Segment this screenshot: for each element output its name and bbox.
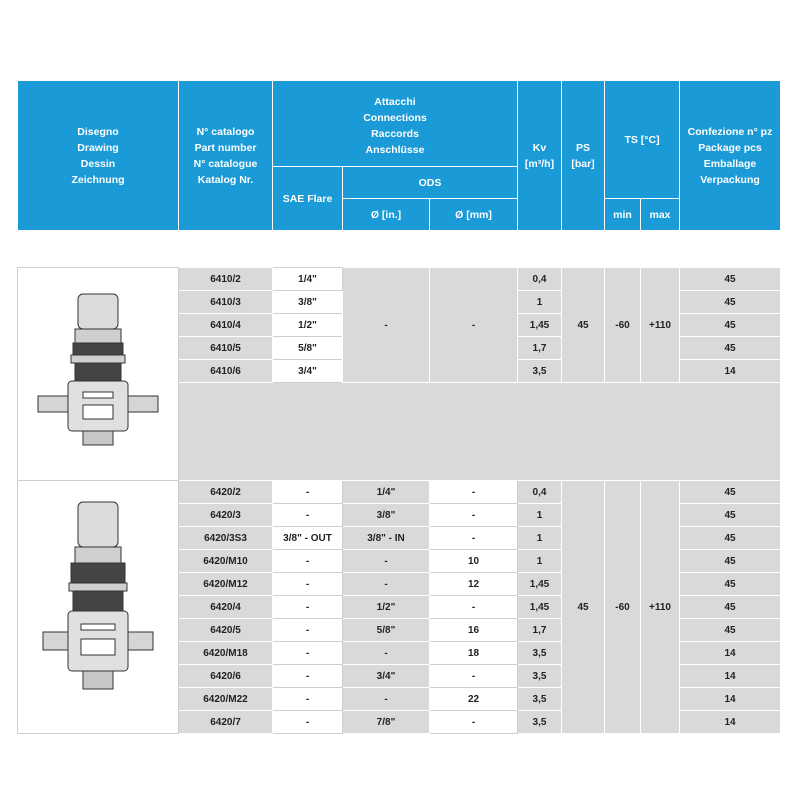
header-ts-max: max	[641, 199, 680, 231]
table-row: 6420/6 - 3/4" - 3,5 14	[18, 665, 781, 688]
product-table	[17, 80, 781, 734]
table-row: 6410/2 1/4" - - 0,4 45 -60 +110 45	[18, 268, 781, 291]
table-header	[18, 81, 781, 231]
table-row: 6420/2 - 1/4" - 0,4 45 -60 +110 45	[18, 481, 781, 504]
table-row: 6420/M22 - - 22 3,5 14	[18, 688, 781, 711]
flare-pressure-regulator-icon	[18, 268, 179, 481]
header-drawing: Disegno Drawing Dessin Zeichnung	[18, 81, 179, 231]
header-kv: Kv [m³/h]	[518, 81, 562, 231]
table-row: 6410/3 3/8" 1 45	[18, 291, 781, 314]
header-package: Confezione n° pz Package pcs Emballage Verpackung	[680, 81, 781, 231]
table-row: 6420/M12 - - 12 1,45 45	[18, 573, 781, 596]
table-row: 6420/M10 - - 10 1 45	[18, 550, 781, 573]
header-ods-in: Ø [in.]	[343, 199, 430, 231]
table-row: 6420/7 - 7/8" - 3,5 14	[18, 711, 781, 734]
header-ts: TS [°C]	[605, 81, 680, 199]
table-row: 6410/4 1/2" 1,45 45	[18, 314, 781, 337]
header-ods-mm: Ø [mm]	[430, 199, 518, 231]
table-row: 6420/M18 - - 18 3,5 14	[18, 642, 781, 665]
group-gap	[179, 383, 781, 481]
header-connections: Attacchi Connections Raccords Anschlüsse	[273, 81, 518, 167]
table-row: 6410/6 3/4" 3,5 14	[18, 360, 781, 383]
table-row: 6410/5 5/8" 1,7 45	[18, 337, 781, 360]
table-row: 6420/3S3 3/8" - OUT 3/8" - IN - 1 45	[18, 527, 781, 550]
table-row: 6420/3 - 3/8" - 1 45	[18, 504, 781, 527]
header-ods: ODS	[343, 167, 518, 199]
header-ps: PS [bar]	[562, 81, 605, 231]
table-row: 6420/4 - 1/2" - 1,45 45	[18, 596, 781, 619]
header-ts-min: min	[605, 199, 641, 231]
table-row: 6420/5 - 5/8" 16 1,7 45	[18, 619, 781, 642]
solder-pressure-regulator-icon	[18, 481, 179, 734]
header-sae-flare: SAE Flare	[273, 167, 343, 231]
header-catalog: N° catalogo Part number N° catalogue Katalog Nr.	[179, 81, 273, 231]
